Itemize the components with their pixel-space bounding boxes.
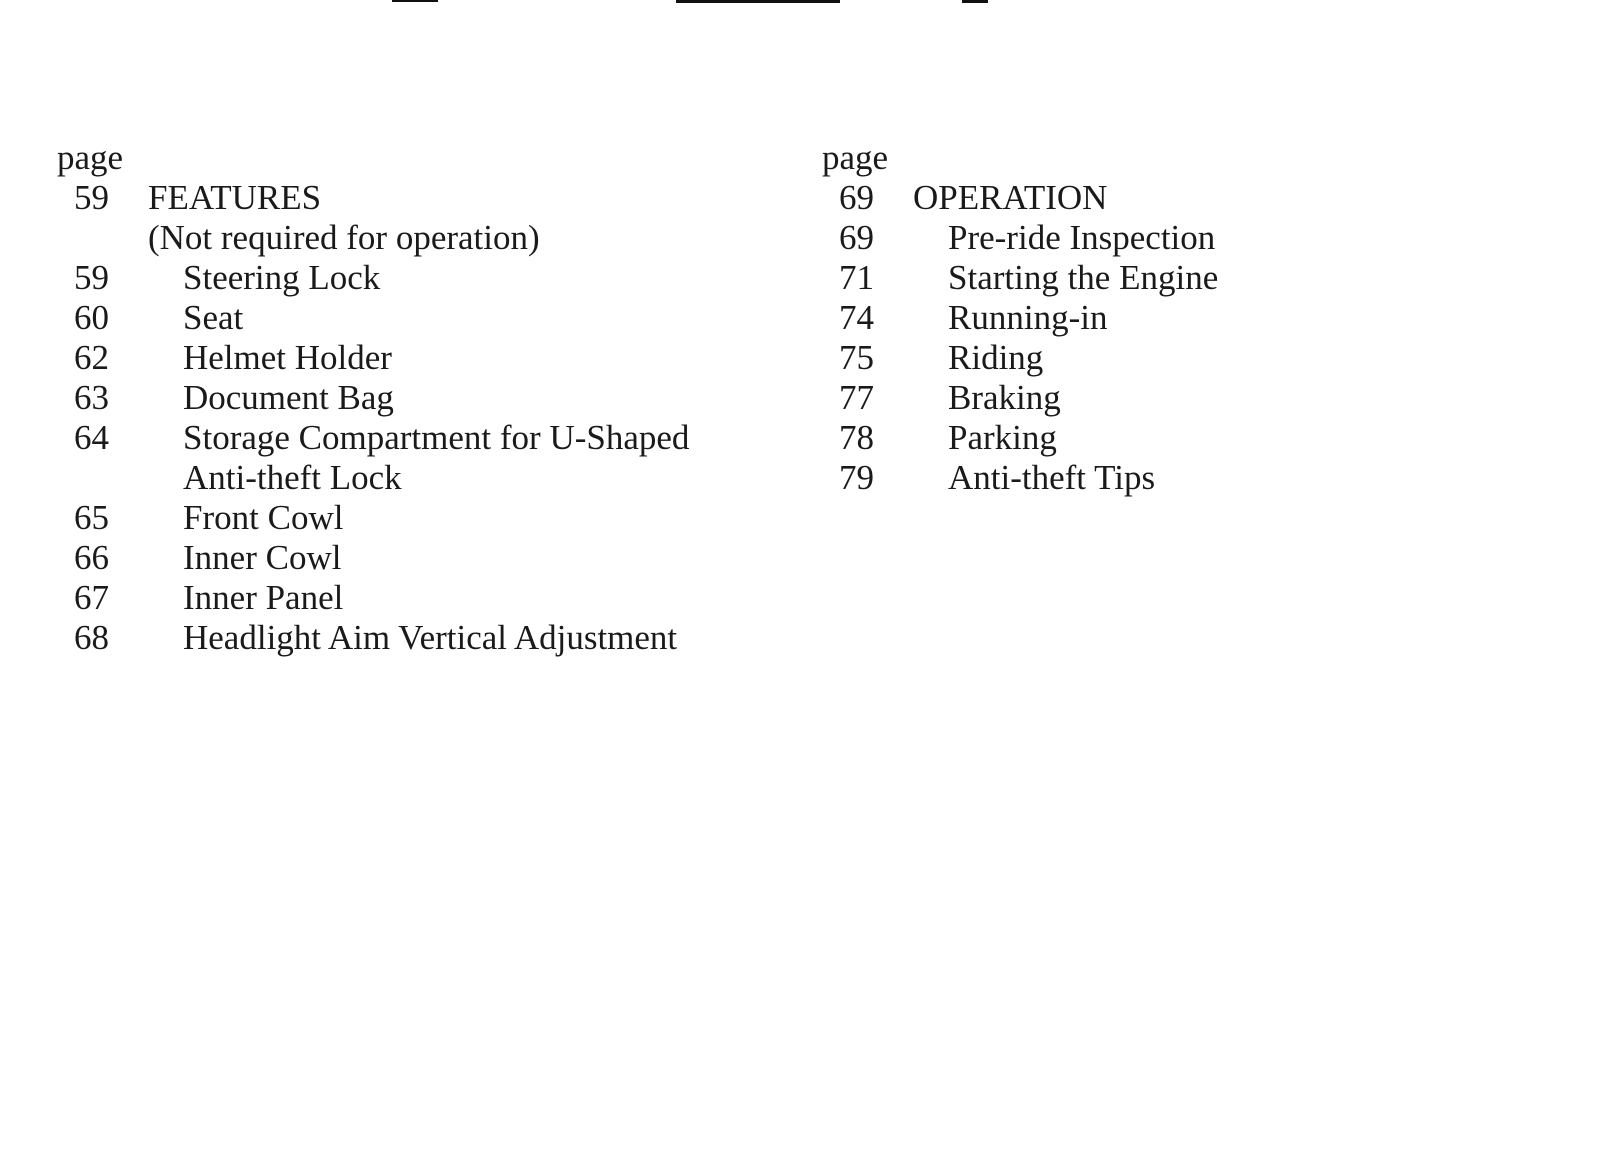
top-mark	[392, 0, 438, 2]
section-title: FEATURES	[148, 178, 322, 217]
page-number: 59	[74, 178, 109, 217]
page-number: 68	[74, 618, 109, 657]
page-column-header: page	[57, 138, 124, 177]
toc-entry[interactable]	[822, 458, 1422, 498]
top-edge-marks	[0, 0, 1600, 6]
entry-title: Parking	[948, 418, 1057, 457]
entry-title: Headlight Aim Vertical Adjustment	[183, 618, 678, 657]
toc-column-features	[57, 138, 757, 658]
entry-title-continuation: Anti-theft Lock	[183, 458, 402, 497]
section-title: OPERATION	[913, 178, 1108, 217]
page-number: 67	[74, 578, 109, 617]
toc-entry[interactable]	[822, 418, 1422, 458]
page-number: 71	[839, 258, 874, 297]
top-mark	[676, 0, 840, 3]
toc-entry[interactable]	[57, 418, 757, 458]
entry-title: Inner Cowl	[183, 538, 342, 577]
page-column-header: page	[822, 138, 889, 177]
page-number: 65	[74, 498, 109, 537]
toc-entry[interactable]	[57, 618, 757, 658]
toc-entry[interactable]	[57, 338, 757, 378]
toc-entry[interactable]	[57, 498, 757, 538]
toc-entry-continuation	[57, 458, 757, 498]
section-note-row	[57, 218, 757, 258]
toc-section-features[interactable]	[57, 178, 757, 218]
toc-entry[interactable]	[57, 258, 757, 298]
entry-title: Braking	[948, 378, 1061, 417]
entry-title: Starting the Engine	[948, 258, 1219, 297]
toc-entry[interactable]	[822, 378, 1422, 418]
toc-entry[interactable]	[822, 298, 1422, 338]
entry-title: Helmet Holder	[183, 338, 392, 377]
toc-entry[interactable]	[57, 538, 757, 578]
entry-title: Riding	[948, 338, 1044, 377]
entry-title: Pre-ride Inspection	[948, 218, 1216, 257]
page-number: 78	[839, 418, 874, 457]
entry-title: Front Cowl	[183, 498, 344, 537]
page-number: 69	[839, 178, 874, 217]
page-number: 64	[74, 418, 109, 457]
top-mark	[962, 0, 988, 3]
page-number: 63	[74, 378, 109, 417]
page-number: 62	[74, 338, 109, 377]
toc-entry[interactable]	[822, 338, 1422, 378]
toc-section-operation[interactable]	[822, 178, 1422, 218]
toc-entry[interactable]	[822, 258, 1422, 298]
toc-entry[interactable]	[57, 298, 757, 338]
toc-entry[interactable]	[822, 218, 1422, 258]
entry-title: Anti-theft Tips	[948, 458, 1156, 497]
entry-title: Running-in	[948, 298, 1108, 337]
section-note: (Not required for operation)	[148, 218, 540, 257]
toc-entry[interactable]	[57, 578, 757, 618]
entry-title: Seat	[183, 298, 244, 337]
page-number: 75	[839, 338, 874, 377]
entry-title: Storage Compartment for U-Shaped	[183, 418, 690, 457]
page-number: 60	[74, 298, 109, 337]
entry-title: Document Bag	[183, 378, 394, 417]
page-number: 69	[839, 218, 874, 257]
page-number: 77	[839, 378, 874, 417]
page-number: 74	[839, 298, 874, 337]
toc-column-operation	[822, 138, 1422, 498]
page-number: 66	[74, 538, 109, 577]
toc-entry[interactable]	[57, 378, 757, 418]
entry-title: Inner Panel	[183, 578, 344, 617]
page-number: 59	[74, 258, 109, 297]
page-number: 79	[839, 458, 874, 497]
entry-title: Steering Lock	[183, 258, 381, 297]
